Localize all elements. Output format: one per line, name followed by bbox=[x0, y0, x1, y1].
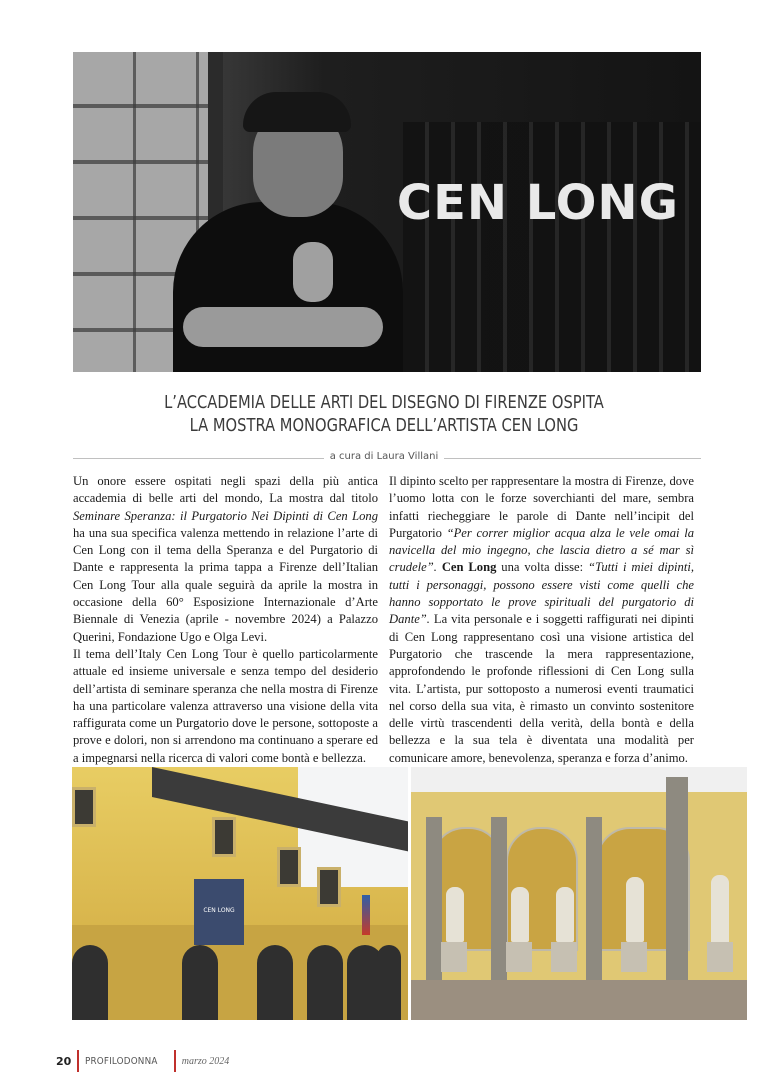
artist-quote: “Tutti i miei dipinti, tutti i personaggi, possono essere visti come quelli che hanno sopportato le prove spirituali del purgatorio di Dante”. bbox=[389, 560, 694, 627]
page-number: 20 bbox=[56, 1054, 72, 1068]
hero-title: CEN LONG bbox=[396, 175, 679, 231]
artist-cap bbox=[243, 92, 351, 132]
statue bbox=[446, 887, 464, 942]
right-column bbox=[389, 473, 694, 767]
flag bbox=[362, 895, 370, 935]
left-column bbox=[73, 473, 378, 767]
statue bbox=[556, 887, 574, 942]
statue bbox=[711, 875, 729, 945]
courtyard-floor bbox=[411, 980, 747, 1020]
facade-window bbox=[72, 787, 96, 827]
article-headline bbox=[61, 392, 706, 438]
exhibition-banner: CEN LONG bbox=[194, 879, 244, 945]
footer-divider bbox=[77, 1050, 79, 1072]
cloister-photo bbox=[411, 767, 747, 1020]
byline: a cura di Laura Villani bbox=[0, 451, 768, 462]
stone-column bbox=[426, 817, 442, 997]
statue bbox=[626, 877, 644, 942]
left-paragraph-1: Un onore essere ospitati negli spazi della più antica accademia di belle arti del mondo, La mostra dal titolo Seminare Speranza: il Purgatorio Nei Dipinti di Cen Long ha una sua specifica valenza mettendo in relazione l’arte di Cen Long con il tema della Speranza e del Purgatorio di Dante e rappresenta la prima tappa a Firenze dell’Italian Cen Long Tour alla quale seguirà da aprile la mostra in occasione della 60° Esposizione Internazionale d’Arte Biennale di Venezia (aprile - novembre 2024) a Palazzo Querini, Fondazione Ugo e Olga Levi. bbox=[73, 474, 378, 644]
right-paragraph-1: Il dipinto scelto per rappresentare la mostra di Firenze, dove l’uomo lotta con le forze soverchianti del mare, sembra infatti riecheggiare le parole di Dante nell’incipit del Purgatorio “Per correr miglior acqua alza le vele omai la navicella del mio ingegno, che lascia dietro a sé mar sì crudele”. Cen Long una volta disse: “Tutti i miei dipinti, tutti i personaggi, possono essere visti come quelli che hanno sopportato le prove spirituali del purgatorio di Dante”. La vita personale e i soggetti raffigurati nei dipinti di Cen Long rappresentano così una visione artistica del Purgatorio che trascende la mera rappresentazione, approfondendo le profonde riflessioni di Cen Long sulla vita. L’artista, pur sottoposto a numerosi eventi traumatici nel corso della sua vita, è rimasto un convinto sostenitore delle virtù trascendenti della verità, della bontà e della bellezza e la sua tela è diventata una modalità per comunicare amore, benevolenza, speranza e forza d’animo. bbox=[389, 474, 694, 765]
artist-arm bbox=[183, 307, 383, 347]
academy-facade-photo bbox=[72, 767, 408, 1020]
hero-photo bbox=[73, 52, 701, 372]
window-grid bbox=[403, 122, 701, 372]
page-footer bbox=[56, 1052, 229, 1070]
left-paragraph-2: Il tema dell’Italy Cen Long Tour è quello particolarmente attuale ed insieme universale e senza tempo del desiderio dell’artista di seminare speranza che nella mostra di Firenze ha una particolare valenza attraverso una visione della vita raffigurata come un Purgatorio dove le persone, sottoposte a prove e dolori, non si arrendono ma continuano a sperare ed a impegnarsi nella ricerca di valori come bontà e bellezza. bbox=[73, 646, 378, 765]
facade-window bbox=[317, 867, 341, 907]
artist-name: Cen Long bbox=[441, 560, 497, 575]
exhibition-title: Seminare Speranza: il Purgatorio Nei Dipinti di Cen Long bbox=[73, 508, 378, 523]
facade-window bbox=[212, 817, 236, 857]
artist-hand bbox=[293, 242, 333, 302]
facade-window bbox=[277, 847, 301, 887]
magazine-name: PROFILODONNA bbox=[85, 1055, 158, 1067]
footer-divider bbox=[174, 1050, 176, 1072]
headline-line-2: LA MOSTRA MONOGRAFICA DELL’ARTISTA CEN LONG bbox=[189, 416, 579, 436]
statue bbox=[511, 887, 529, 942]
dante-quote: “Per correr miglior acqua alza le vele omai la navicella del mio ingegno, che lascia dietro a sé mar sì crudele”. bbox=[389, 525, 694, 575]
issue-date: marzo 2024 bbox=[181, 1055, 230, 1067]
headline-line-1: L’ACCADEMIA DELLE ARTI DEL DISEGNO DI FIRENZE OSPITA bbox=[164, 393, 604, 413]
